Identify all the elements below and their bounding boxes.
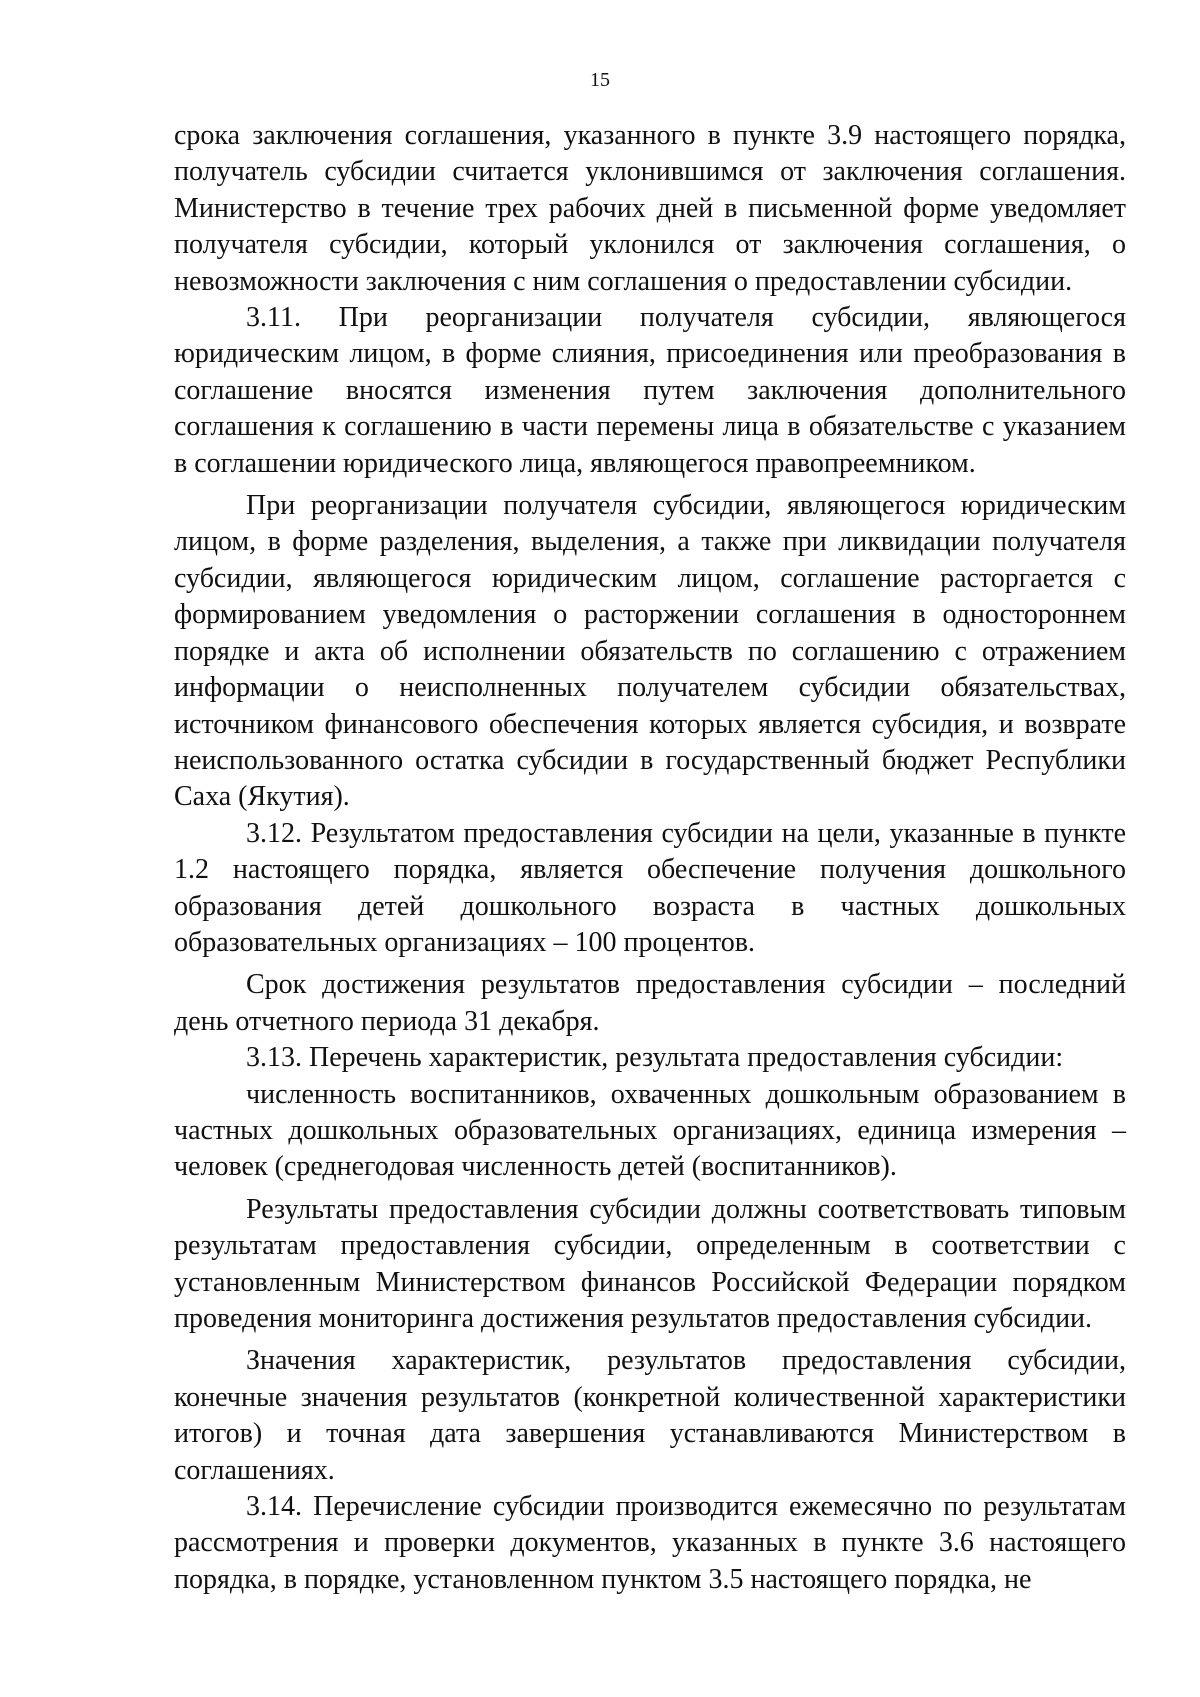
paragraph-3-13: 3.13. Перечень характеристик, результата предоставления субсидии: [246, 1042, 1064, 1074]
paragraph-characteristic-values: Значения характеристик, результатов предоставления субсидии, конечные значения результатов (конкретной количественной характеристики итогов) и точная дата завершения устанавливаются Министерством в соглашениях. [174, 1345, 1126, 1486]
paragraph-pupil-count: численность воспитанников, охваченных дошкольным образованием в частных дошкольных образовательных организациях, единица измерения – человек (среднегодовая численность детей (воспитанников). [174, 1078, 1126, 1183]
paragraph-result-deadline: Срок достижения результатов предоставления субсидии – последний день отчетного периода 31 декабря. [174, 969, 1126, 1037]
paragraph-3-11: 3.11. При реорганизации получателя субсидии, являющегося юридическим лицом, в форме слияния, присоединения или преобразования в соглашение вносятся изменения путем заключения дополнительного соглашения к соглашению в части перемены лица в обязательстве с указанием в соглашении юридического лица, являющегося правопреемником. [174, 302, 1126, 479]
document-body [174, 118, 1126, 1598]
paragraph-3-14: 3.14. Перечисление субсидии производится ежемесячно по результатам рассмотрения и проверки документов, указанных в пункте 3.6 настоящего порядка, в порядке, установленном пунктом 3.5 настоящего порядка, не [174, 1491, 1126, 1595]
paragraph-continuation: срока заключения соглашения, указанного в пункте 3.9 настоящего порядка, получатель субсидии считается уклонившимся от заключения соглашения. Министерство в течение трех рабочих дней в письменной форме уведомляет получателя субсидии, который уклонился от заключения соглашения, о невозможности заключения с ним соглашения о предоставлении субсидии. [174, 120, 1126, 297]
paragraph-reorganization-division: При реорганизации получателя субсидии, являющегося юридическим лицом, в форме разделения, выделения, а также при ликвидации получателя субсидии, являющегося юридическим лицом, соглашение расторгается с формированием уведомления о расторжении соглашения в одностороннем порядке и акта об исполнении обязательств по соглашению с отражением информации о неисполненных получателем субсидии обязательствах, источником финансового обеспечения которых является субсидия, и возврате неиспользованного остатка субсидии в государственный бюджет Республики Саха (Якутия). [174, 490, 1126, 813]
paragraph-typical-results: Результаты предоставления субсидии должны соответствовать типовым результатам предоставления субсидии, определенным в соответствии с установленным Министерством финансов Российской Федерации порядком проведения мониторинга достижения результатов предоставления субсидии. [174, 1193, 1126, 1334]
paragraph-3-12: 3.12. Результатом предоставления субсидии на цели, указанные в пункте 1.2 настоящего порядка, является обеспечение получения дошкольного образования детей дошкольного возраста в частных дошкольных образовательных организациях – 100 процентов. [174, 817, 1126, 958]
page-number: 15 [590, 69, 610, 91]
